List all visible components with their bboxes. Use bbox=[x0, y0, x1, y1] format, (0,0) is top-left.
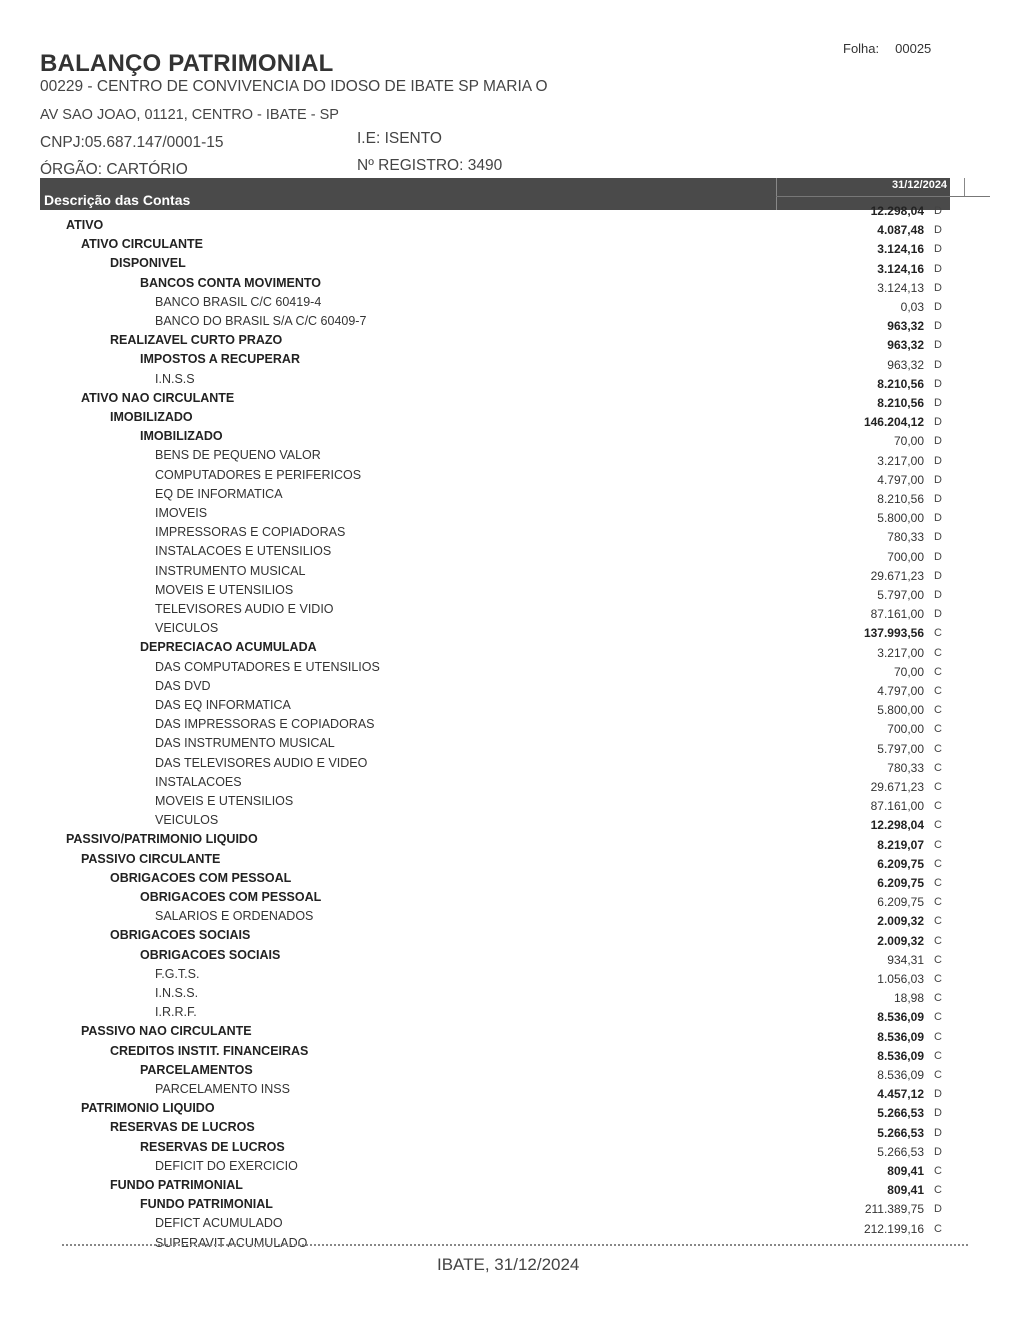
debit-credit-flag: D bbox=[934, 473, 942, 486]
debit-credit-flag: D bbox=[934, 512, 942, 525]
account-balance: 70,00 bbox=[893, 664, 924, 679]
debit-credit-flag: C bbox=[934, 627, 942, 640]
account-balance: 3.217,00 bbox=[877, 645, 924, 660]
account-name: COMPUTADORES E PERIFERICOS bbox=[155, 467, 362, 482]
account-balance: 8.210,56 bbox=[877, 376, 924, 391]
account-balance: 934,31 bbox=[887, 952, 924, 967]
account-name: IMOVEIS bbox=[155, 506, 208, 520]
account-name: I.N.S.S. bbox=[155, 986, 199, 1000]
account-balance: 212.199,16 bbox=[863, 1221, 924, 1236]
account-name: DAS DVD bbox=[155, 678, 211, 693]
account-name: PASSIVO NAO CIRCULANTE bbox=[81, 1024, 252, 1039]
account-name: OBRIGACOES SOCIAIS bbox=[110, 928, 251, 943]
account-balance: 8.536,09 bbox=[877, 1010, 924, 1025]
debit-credit-flag: C bbox=[934, 1069, 942, 1081]
account-balance: 5.797,00 bbox=[877, 588, 924, 602]
account-balance: 5.266,53 bbox=[877, 1125, 924, 1140]
debit-credit-flag: C bbox=[934, 1222, 942, 1235]
account-name: PASSIVO/PATRIMONIO LIQUIDO bbox=[66, 832, 258, 847]
debit-credit-flag: C bbox=[934, 953, 942, 966]
account-balance: 137.993,56 bbox=[863, 626, 924, 641]
account-balance: 0,03 bbox=[900, 300, 924, 314]
account-name: PASSIVO CIRCULANTE bbox=[81, 851, 221, 866]
account-balance: 1.056,03 bbox=[877, 972, 924, 986]
debit-credit-flag: D bbox=[934, 339, 942, 352]
account-name: OBRIGACOES SOCIAIS bbox=[140, 947, 281, 962]
account-name: INSTALACOES bbox=[155, 774, 242, 789]
debit-credit-flag: D bbox=[934, 1126, 942, 1139]
debit-credit-flag: C bbox=[934, 857, 942, 870]
debit-credit-flag: D bbox=[934, 281, 942, 294]
debit-credit-flag: C bbox=[934, 646, 942, 659]
account-name: MOVEIS E UTENSILIOS bbox=[155, 582, 294, 597]
account-balance: 4.797,00 bbox=[877, 472, 924, 487]
debit-credit-flag: D bbox=[934, 224, 942, 237]
account-name: I.R.R.F. bbox=[155, 1005, 197, 1020]
table-row bbox=[0, 876, 1024, 909]
orgao: ÓRGÃO: CARTÓRIO bbox=[40, 161, 188, 178]
debit-credit-flag: D bbox=[934, 569, 942, 582]
account-name: RESERVAS DE LUCROS bbox=[110, 1120, 255, 1135]
document-title: BALANÇO PATRIMONIAL bbox=[40, 50, 334, 77]
account-balance: 809,41 bbox=[887, 1183, 924, 1198]
debit-credit-flag: D bbox=[934, 1203, 942, 1216]
account-balance: 8.219,07 bbox=[877, 837, 924, 852]
account-balance: 963,32 bbox=[887, 357, 924, 372]
debit-credit-flag: D bbox=[934, 1107, 942, 1120]
account-balance: 4.087,48 bbox=[877, 223, 924, 238]
account-name: RESERVAS DE LUCROS bbox=[140, 1139, 285, 1154]
debit-credit-flag: D bbox=[934, 358, 942, 371]
table-row bbox=[0, 1125, 1024, 1159]
debit-credit-flag: D bbox=[934, 205, 942, 217]
cnpj: CNPJ:05.687.147/0001-15 bbox=[40, 134, 224, 151]
account-name: ATIVO NAO CIRCULANTE bbox=[81, 390, 235, 405]
account-balance: 780,33 bbox=[887, 760, 924, 775]
debit-credit-flag: D bbox=[934, 531, 942, 544]
account-balance: 780,33 bbox=[887, 530, 924, 545]
account-name: REALIZAVEL CURTO PRAZO bbox=[110, 333, 283, 348]
account-balance: 5.800,00 bbox=[877, 703, 924, 718]
account-balance: 700,00 bbox=[887, 722, 924, 737]
account-balance: 6.209,75 bbox=[877, 895, 924, 910]
account-name: BANCOS CONTA MOVIMENTO bbox=[140, 275, 322, 290]
account-balance: 12.298,04 bbox=[870, 818, 924, 833]
account-name: DAS TELEVISORES AUDIO E VIDEO bbox=[155, 755, 368, 770]
account-balance: 29.671,23 bbox=[870, 568, 924, 583]
debit-credit-flag: C bbox=[934, 934, 942, 947]
account-balance: 3.124,16 bbox=[877, 261, 924, 276]
account-name: SALARIOS E ORDENADOS bbox=[155, 909, 314, 924]
debit-credit-flag: D bbox=[934, 397, 942, 409]
account-name: VEICULOS bbox=[155, 813, 219, 828]
debit-credit-flag: C bbox=[934, 1011, 942, 1024]
account-name: I.N.S.S bbox=[155, 371, 195, 386]
account-balance: 700,00 bbox=[887, 549, 924, 564]
debit-credit-flag: D bbox=[934, 301, 942, 313]
account-balance: 2.009,32 bbox=[877, 914, 924, 929]
account-balance: 8.536,09 bbox=[877, 1029, 924, 1044]
entity-name: 00229 - CENTRO DE CONVIVENCIA DO IDOSO DE IBATE SP MARIA O bbox=[40, 78, 548, 95]
account-name: ATIVO CIRCULANTE bbox=[81, 237, 203, 252]
account-balance: 8.536,09 bbox=[877, 1048, 924, 1063]
debit-credit-flag: D bbox=[934, 435, 942, 448]
account-name: MOVEIS E UTENSILIOS bbox=[155, 794, 294, 808]
account-balance: 3.124,13 bbox=[877, 280, 924, 295]
account-name: FUNDO PATRIMONIAL bbox=[110, 1178, 243, 1192]
debit-credit-flag: C bbox=[934, 685, 942, 697]
account-balance: 87.161,00 bbox=[870, 799, 924, 814]
account-name: IMPOSTOS A RECUPERAR bbox=[140, 352, 300, 367]
account-name: TELEVISORES AUDIO E VIDIO bbox=[155, 602, 334, 616]
account-balance: 809,41 bbox=[887, 1164, 924, 1178]
account-name: IMOBILIZADO bbox=[140, 429, 223, 444]
debit-credit-flag: D bbox=[934, 550, 942, 563]
debit-credit-flag: C bbox=[934, 915, 942, 928]
column-header-type: T bbox=[967, 179, 974, 191]
account-balance: 12.298,04 bbox=[870, 204, 924, 218]
account-balance: 8.536,09 bbox=[877, 1068, 924, 1082]
account-name: FUNDO PATRIMONIAL bbox=[140, 1197, 273, 1212]
debit-credit-flag: C bbox=[934, 877, 942, 889]
debit-credit-flag: C bbox=[934, 992, 942, 1005]
account-name: INSTALACOES E UTENSILIOS bbox=[155, 544, 332, 559]
debit-credit-flag: D bbox=[934, 589, 942, 601]
account-name: PARCELAMENTOS bbox=[140, 1062, 253, 1077]
account-name: IMOBILIZADO bbox=[110, 410, 193, 424]
account-balance: 4.797,00 bbox=[877, 684, 924, 698]
account-name: OBRIGACOES COM PESSOAL bbox=[110, 870, 292, 885]
account-name: OBRIGACOES COM PESSOAL bbox=[140, 890, 322, 904]
debit-credit-flag: C bbox=[934, 1184, 942, 1197]
account-name: CREDITOS INSTIT. FINANCEIRAS bbox=[110, 1043, 309, 1058]
column-header-description: Descrição das Contas bbox=[44, 192, 191, 208]
table-row bbox=[0, 933, 1024, 967]
account-name: DEPRECIACAO ACUMULADA bbox=[140, 640, 317, 655]
account-balance: 70,00 bbox=[893, 434, 924, 449]
account-balance: 2.009,32 bbox=[877, 933, 924, 948]
account-balance: 8.210,56 bbox=[877, 396, 924, 410]
account-balance: 146.204,12 bbox=[863, 415, 924, 430]
footer-divider bbox=[62, 1244, 968, 1246]
account-balance: 3.124,16 bbox=[877, 242, 924, 257]
account-name: DAS EQ INFORMATICA bbox=[155, 698, 291, 712]
account-name: IMPRESSORAS E COPIADORAS bbox=[155, 525, 346, 540]
account-name: ATIVO bbox=[66, 218, 104, 232]
folha-number: 00025 bbox=[895, 41, 932, 56]
column-header-date: 31/12/2024 bbox=[892, 179, 948, 191]
account-name: DEFICT ACUMULADO bbox=[155, 1216, 283, 1231]
folha-block bbox=[843, 41, 931, 56]
debit-credit-flag: C bbox=[934, 1165, 942, 1177]
inscricao-estadual: I.E: ISENTO bbox=[357, 130, 442, 147]
debit-credit-flag: D bbox=[934, 1088, 942, 1101]
debit-credit-flag: C bbox=[934, 781, 942, 793]
header-divider bbox=[776, 196, 990, 197]
account-name: DEFICIT DO EXERCICIO bbox=[155, 1158, 298, 1173]
debit-credit-flag: C bbox=[934, 896, 942, 909]
account-name: PATRIMONIO LIQUIDO bbox=[81, 1101, 215, 1116]
debit-credit-flag: D bbox=[934, 243, 942, 256]
debit-credit-flag: D bbox=[934, 454, 942, 467]
account-balance: 8.210,56 bbox=[877, 492, 924, 506]
account-balance: 5.266,53 bbox=[877, 1106, 924, 1121]
account-balance: 3.217,00 bbox=[877, 453, 924, 468]
account-name: F.G.T.S. bbox=[155, 966, 200, 981]
account-name: BANCO DO BRASIL S/A C/C 60409-7 bbox=[155, 314, 367, 328]
table-header bbox=[40, 178, 974, 210]
account-name: BANCO BRASIL C/C 60419-4 bbox=[155, 294, 322, 309]
folha-label: Folha: bbox=[843, 41, 880, 56]
debit-credit-flag: D bbox=[934, 1145, 942, 1158]
debit-credit-flag: D bbox=[934, 262, 942, 275]
account-balance: 18,98 bbox=[893, 991, 924, 1006]
account-name: DAS INSTRUMENTO MUSICAL bbox=[155, 736, 335, 751]
entity-address: AV SAO JOAO, 01121, CENTRO - IBATE - SP bbox=[40, 107, 339, 123]
debit-credit-flag: C bbox=[934, 665, 942, 678]
registro-number: Nº REGISTRO: 3490 bbox=[357, 157, 503, 174]
account-balance: 87.161,00 bbox=[870, 607, 924, 622]
place-date: IBATE, 31/12/2024 bbox=[437, 1255, 580, 1274]
debit-credit-flag: D bbox=[934, 320, 942, 333]
header-divider bbox=[776, 178, 777, 210]
debit-credit-flag: D bbox=[934, 416, 942, 429]
table-row bbox=[0, 415, 1024, 448]
account-balance: 4.457,12 bbox=[877, 1087, 924, 1102]
debit-credit-flag: C bbox=[934, 973, 942, 985]
account-balance: 5.266,53 bbox=[877, 1144, 924, 1159]
debit-credit-flag: D bbox=[934, 608, 942, 621]
account-balance: 6.209,75 bbox=[877, 876, 924, 890]
account-balance: 963,32 bbox=[887, 319, 924, 334]
debit-credit-flag: D bbox=[934, 377, 942, 390]
account-name: PARCELAMENTO INSS bbox=[155, 1082, 290, 1096]
account-name: DISPONIVEL bbox=[110, 256, 186, 271]
debit-credit-flag: C bbox=[934, 742, 942, 755]
account-balance: 5.800,00 bbox=[877, 511, 924, 526]
account-name: VEICULOS bbox=[155, 621, 219, 636]
account-balance: 29.671,23 bbox=[870, 780, 924, 794]
account-balance: 963,32 bbox=[887, 338, 924, 353]
debit-credit-flag: C bbox=[934, 723, 942, 736]
debit-credit-flag: D bbox=[934, 493, 942, 505]
account-balance: 5.797,00 bbox=[877, 741, 924, 756]
header-divider bbox=[964, 178, 965, 196]
debit-credit-flag: C bbox=[934, 800, 942, 813]
account-balance: 6.209,75 bbox=[877, 856, 924, 871]
account-name: DAS IMPRESSORAS E COPIADORAS bbox=[155, 717, 375, 732]
account-balance: 211.389,75 bbox=[864, 1202, 924, 1217]
account-name: EQ DE INFORMATICA bbox=[155, 486, 283, 501]
debit-credit-flag: C bbox=[934, 704, 942, 717]
account-name: DAS COMPUTADORES E UTENSILIOS bbox=[155, 659, 380, 674]
account-name: INSTRUMENTO MUSICAL bbox=[155, 563, 306, 578]
debit-credit-flag: C bbox=[934, 1030, 942, 1043]
account-name: SUPERAVIT ACUMULADO bbox=[155, 1235, 308, 1250]
table-row bbox=[0, 223, 1024, 256]
debit-credit-flag: C bbox=[934, 1049, 942, 1062]
account-name: BENS DE PEQUENO VALOR bbox=[155, 448, 321, 463]
debit-credit-flag: C bbox=[934, 761, 942, 774]
debit-credit-flag: C bbox=[934, 838, 942, 851]
table-row bbox=[0, 204, 1024, 237]
debit-credit-flag: C bbox=[934, 819, 942, 832]
